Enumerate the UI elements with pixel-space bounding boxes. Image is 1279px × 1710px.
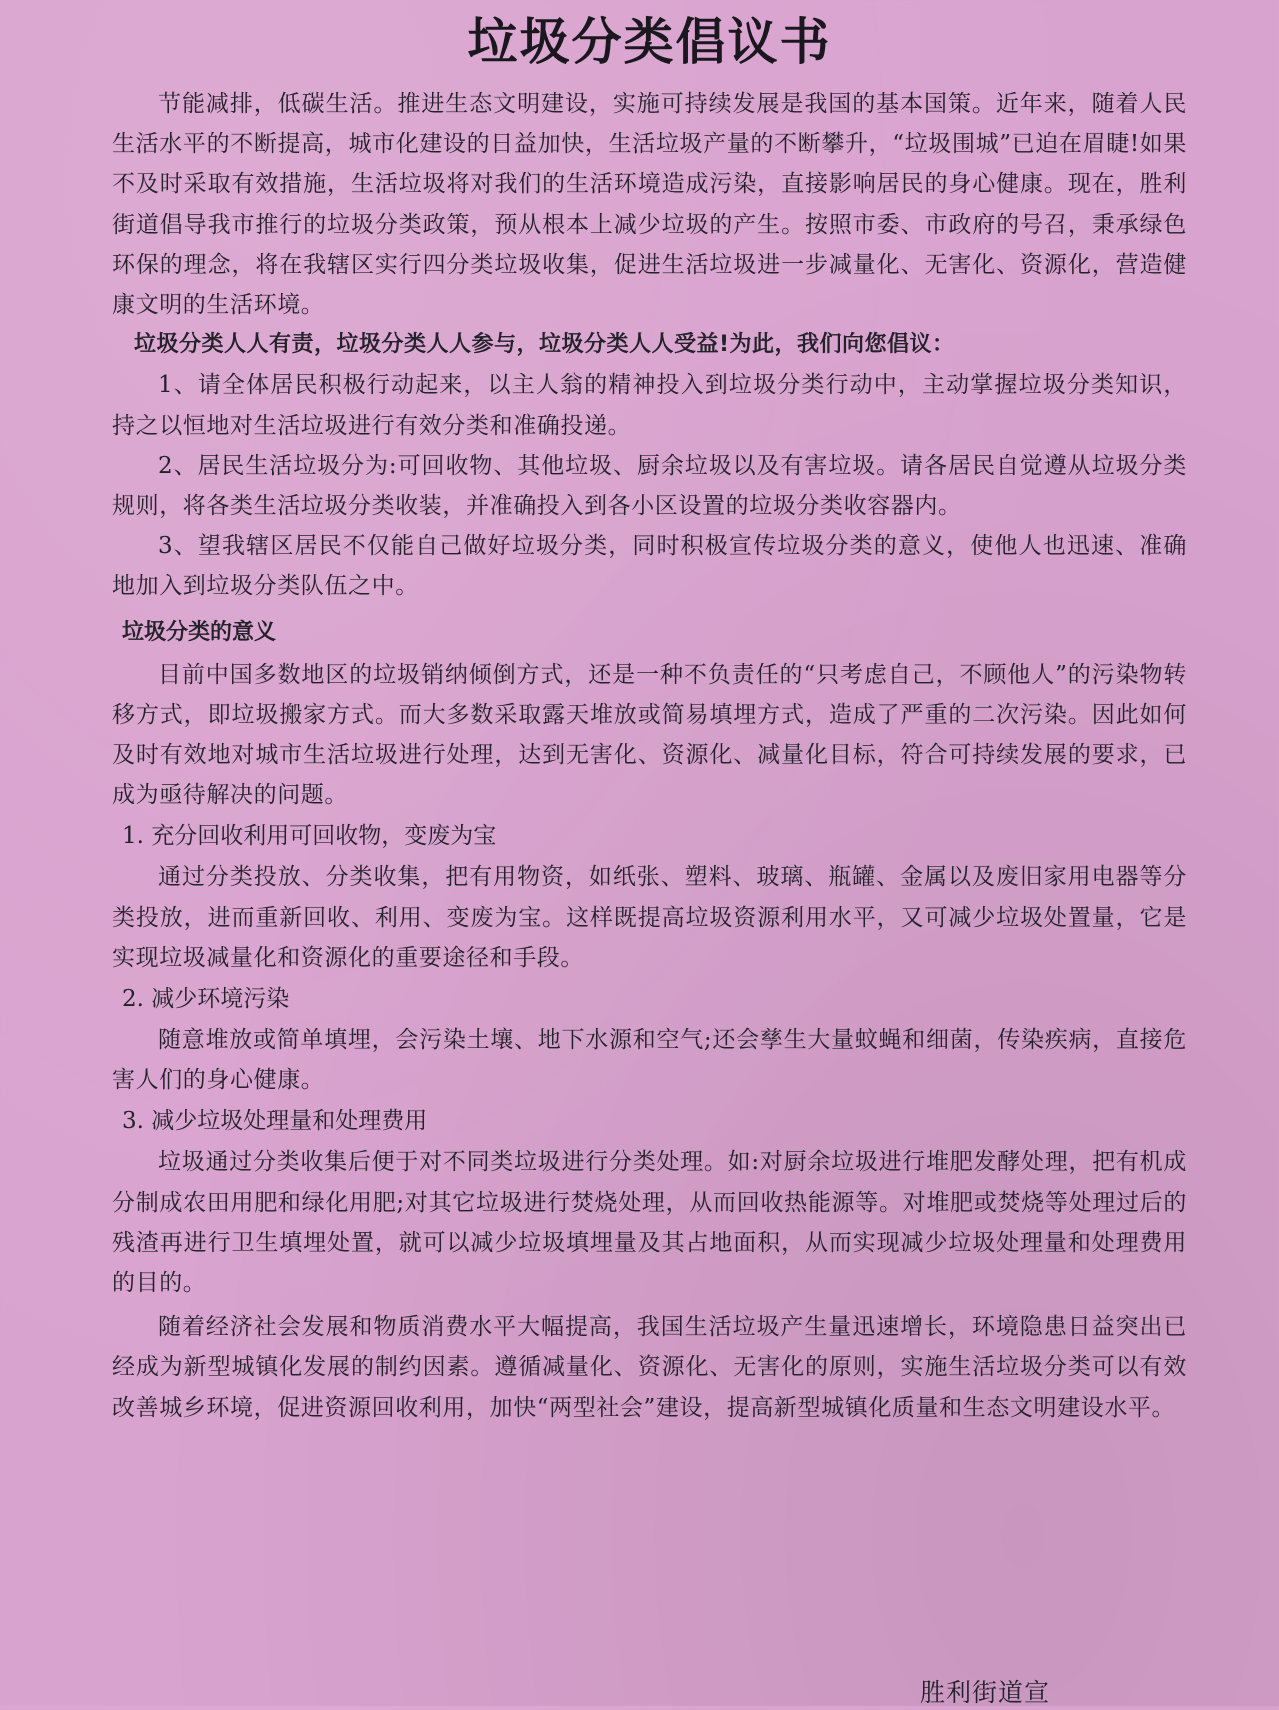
intro-paragraph: 节能减排，低碳生活。推进生态文明建设，实施可持续发展是我国的基本国策。近年来，随着人民生活水平的不断提高，城市化建设的日益加快，生活垃圾产量的不断攀升，“垃圾围城”已迫在眉睫!如果不及时采取有效措施，生活垃圾将对我们的生活环境造成污染，直接影响居民的身心健康。现在，胜利街道倡导我市推行的垃圾分类政策，预从根本上减少垃圾的产生。按照市委、市政府的号召，秉承绿色环保的理念，将在我辖区实行四分类垃圾收集，促进生活垃圾进一步减量化、无害化、资源化，营造健康文明的生活环境。 [112, 91, 1187, 319]
significance-intro: 目前中国多数地区的垃圾销纳倾倒方式，还是一种不负责任的“只考虑自己，不顾他人”的污染物转移方式，即垃圾搬家方式。而大多数采取露天堆放或简易填埋方式，造成了严重的二次污染。因此如何及时有效地对城市生活垃圾进行处理，达到无害化、资源化、减量化目标，符合可持续发展的要求，已成为亟待解决的问题。 [112, 661, 1187, 809]
proposal-1: 1、请全体居民积极行动起来，以主人翁的精神投入到垃圾分类行动中，主动掌握垃圾分类知识，持之以恒地对生活垃圾进行有效分类和准确投递。 [112, 372, 1187, 439]
proposal-3: 3、望我辖区居民不仅能自己做好垃圾分类，同时积极宣传垃圾分类的意义，使他人也迅速、准确地加入到垃圾分类队伍之中。 [112, 533, 1187, 600]
point-3-body: 垃圾通过分类收集后便于对不同类垃圾进行分类处理。如:对厨余垃圾进行堆肥发酵处理，把有机成分制成农田用肥和绿化用肥;对其它垃圾进行焚烧处理，从而回收热能源等。对堆肥或焚烧等处理过后的残渣再进行卫生填埋处置，就可以减少垃圾填埋量及其占地面积，从而实现减少垃圾处理量和处理费用的目的。 [112, 1149, 1187, 1297]
document-title: 垃圾分类倡议书 [467, 13, 832, 71]
point-2-body: 随意堆放或简单填埋，会污染土壤、地下水源和空气;还会孳生大量蚊蝇和细菌，传染疾病，直接危害人们的身心健康。 [112, 1027, 1187, 1094]
significance-heading: 垃圾分类的意义 [122, 619, 277, 645]
call-to-action: 垃圾分类人人有责，垃圾分类人人参与，垃圾分类人人受益!为此，我们向您倡议： [134, 332, 955, 358]
conclusion-paragraph: 随着经济社会发展和物质消费水平大幅提高，我国生活垃圾产生量迅速增长，环境隐患日益突出已经成为新型城镇化发展的制约因素。遵循减量化、资源化、无害化的原则，实施生活垃圾分类可以有效改善城乡环境，促进资源回收利用，加快“两型社会”建设，提高新型城镇化质量和生态文明建设水平。 [112, 1314, 1187, 1421]
point-1-heading: 1. 充分回收利用可回收物，变废为宝 [122, 823, 497, 850]
proposal-2: 2、居民生活垃圾分为:可回收物、其他垃圾、厨余垃圾以及有害垃圾。请各居民自觉遵从垃圾分类规则，将各类生活垃圾分类收装，并准确投入到各小区设置的垃圾分类收容器内。 [112, 452, 1187, 520]
point-3-heading: 3. 减少垃圾处理量和处理费用 [122, 1108, 428, 1135]
point-1-body: 通过分类投放、分类收集，把有用物资，如纸张、塑料、玻璃、瓶罐、金属以及废旧家用电器等分类投放，进而重新回收、利用、变废为宝。这样既提高垃圾资源利用水平，又可减少垃圾处置量，它是实现垃圾减量化和资源化的重要途径和手段。 [112, 864, 1187, 971]
signature: 胜利街道宣 [920, 1678, 1051, 1707]
point-2-heading: 2. 减少环境污染 [122, 986, 290, 1013]
